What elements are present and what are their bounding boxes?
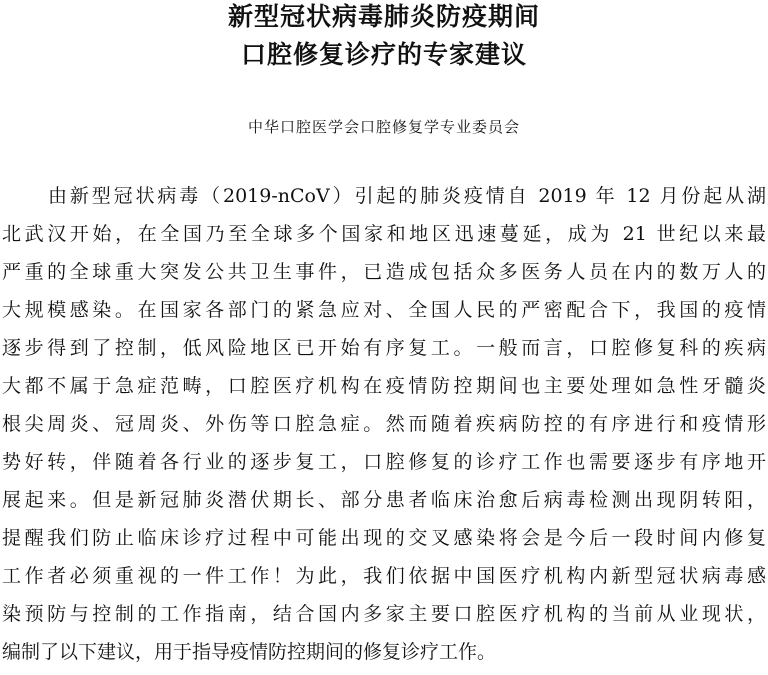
paragraph-line: 逐步得到了控制，低风险地区已开始有序复工。一般而言，口腔修复科的疾病 [2,337,766,359]
body-paragraph [0,181,768,675]
document-title-line-2: 口腔修复诊疗的专家建议 [240,40,527,69]
paragraph-line: 北武汉开始，在全国乃至全球多个国家和地区迅速蔓延，成为 21 世纪以来最 [2,223,766,245]
paragraph-line: 工作者必须重视的一件工作！为此，我们依据中国医疗机构内新型冠状病毒感 [2,565,766,587]
paragraph-line: 编制了以下建议，用于指导疫情防控期间的修复诊疗工作。 [2,641,497,663]
paragraph-line: 染预防与控制的工作指南，结合国内多家主要口腔医疗机构的当前从业现状， [2,603,766,625]
document-title-line-1: 新型冠状病毒肺炎防疫期间 [227,2,540,31]
paragraph-line: 由新型冠状病毒（2019-nCoV）引起的肺炎疫情自 2019 年 12 月份起从湖 [48,185,766,207]
paragraph-line: 势好转，伴随着各行业的逐步复工，口腔修复的诊疗工作也需要逐步有序地开 [2,451,766,473]
paragraph-line: 大规模感染。在国家各部门的紧急应对、全国人民的严密配合下，我国的疫情 [2,299,766,321]
paragraph-line: 展起来。但是新冠肺炎潜伏期长、部分患者临床治愈后病毒检测出现阴转阳， [2,489,766,511]
paragraph-line: 提醒我们防止临床诊疗过程中可能出现的交叉感染将会是今后一段时间内修复 [2,527,766,549]
author-organization: 中华口腔医学会口腔修复学专业委员会 [247,118,520,136]
paragraph-line: 严重的全球重大突发公共卫生事件，已造成包括众多医务人员在内的数万人的 [2,261,766,283]
paragraph-line: 大都不属于急症范畴，口腔医疗机构在疫情防控期间也主要处理如急性牙髓炎 [2,375,766,397]
paragraph-line: 根尖周炎、冠周炎、外伤等口腔急症。然而随着疾病防控的有序进行和疫情形 [2,413,766,435]
